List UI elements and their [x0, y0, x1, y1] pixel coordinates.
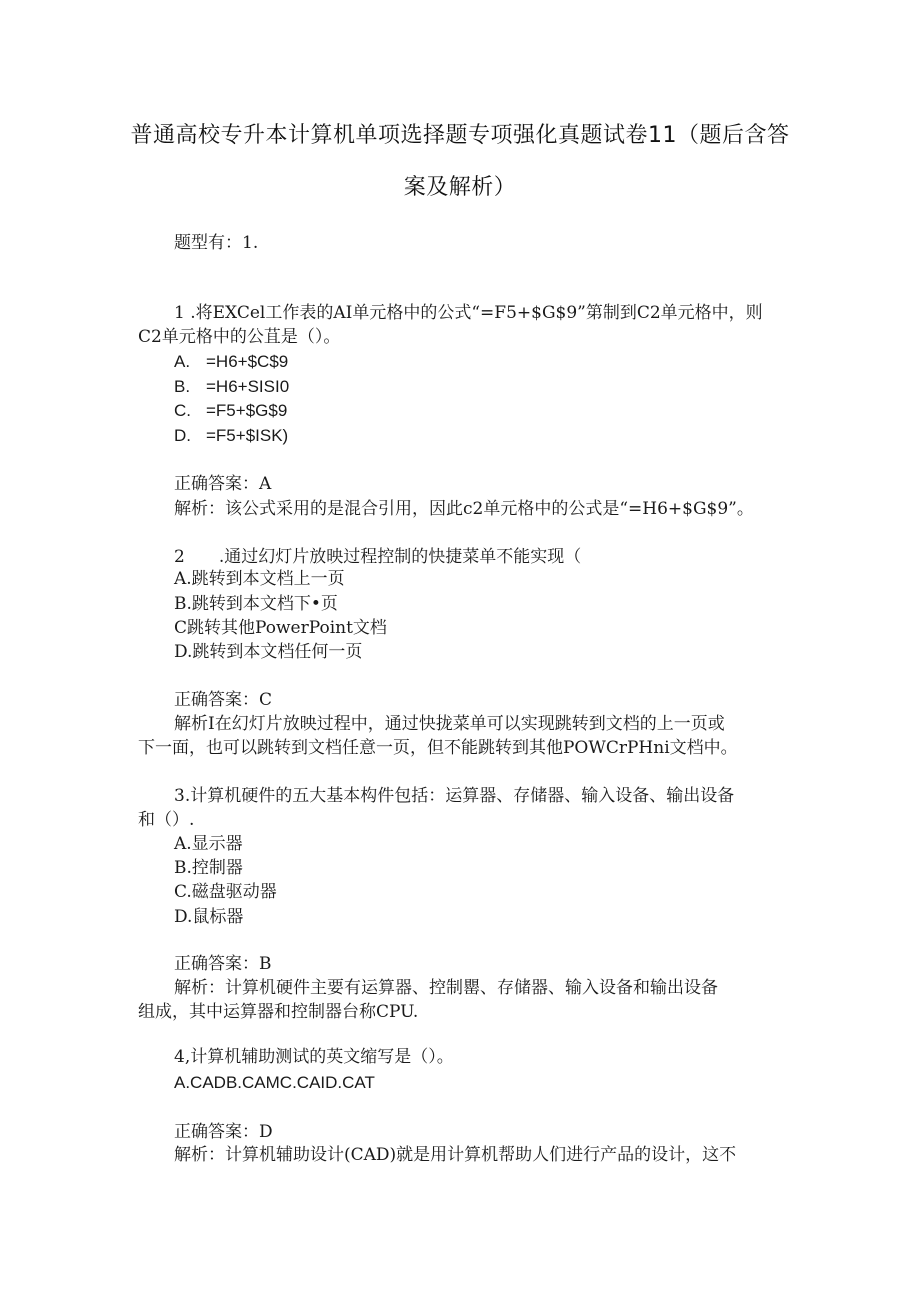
q3-option-d: D.鼠标器 — [174, 907, 244, 927]
q1-option-a — [174, 350, 288, 374]
q1-option-c — [174, 399, 287, 423]
q2-option-c: C跳转其他PowerPoint文档 — [174, 618, 387, 638]
q3-answer: 正确答案：B — [174, 954, 272, 974]
q1-stem-line-2: C2单元格中的公苴是（）。 — [138, 327, 341, 347]
q2-option-d: D.跳转到本文档任何一页 — [174, 642, 363, 662]
q3-option-a: A.显示器 — [174, 834, 243, 854]
q1-option-a-letter: A. — [174, 352, 191, 371]
q2-answer: 正确答案：C — [174, 690, 273, 710]
q1-option-b-text: =H6+SISI0 — [206, 377, 290, 396]
q4-analysis-line-1: 解析：计算机辅助设计(CAD)就是用计算机帮助人们进行产品的设计，这不 — [174, 1145, 737, 1165]
q1-analysis-line-1: 解析：该公式采用的是混合引用，因此c2单元格中的公式是“=H6+$G$9”。 — [174, 499, 754, 519]
q3-stem-line-1: 3.计算机硬件的五大基本构件包括：运算器、存储器、输入设备、输出设备 — [174, 786, 735, 806]
q3-option-b: B.控制器 — [174, 858, 243, 878]
question-type: 题型有：1. — [174, 233, 259, 253]
q4-answer: 正确答案：D — [174, 1122, 273, 1142]
document-title-line-1: 普通高校专升本计算机单项选择题专项强化真题试卷11（题后含答 — [130, 123, 790, 148]
q4-stem-line-1: 4,计算机辅助测试的英文缩写是（）。 — [174, 1047, 454, 1067]
q1-stem-line-1: 1 .将EXCel工作表的AI单元格中的公式“=F5+$G$9”第制到C2单元格中，则 — [174, 303, 763, 323]
q1-option-b-letter: B. — [174, 377, 191, 396]
document-title-line-2: 案及解析） — [403, 175, 517, 200]
q1-option-b — [174, 375, 289, 399]
q3-stem-line-2: 和（）. — [138, 810, 195, 830]
q4-options: A.CADB.CAMC.CAID.CAT — [174, 1073, 375, 1092]
q3-option-c: C.磁盘驱动器 — [174, 882, 277, 902]
q3-analysis-line-1: 解析：计算机硬件主要有运算器、控制罌、存储器、输入设备和输出设备 — [174, 978, 718, 998]
q1-option-a-text: =H6+$C$9 — [206, 352, 289, 371]
q2-stem-line-1: 2 .通过幻灯片放映过程控制的快捷菜单不能实现（ — [174, 547, 582, 567]
q2-option-a: A.跳转到本文档上一页 — [174, 569, 345, 589]
q2-option-b: B.跳转到本文档下•页 — [174, 594, 338, 614]
q1-option-d-letter: D. — [174, 426, 191, 445]
q2-analysis-line-2: 下一面，也可以跳转到文档任意一页，但不能跳转到其他POWCrPHni文档中。 — [138, 738, 738, 758]
q2-analysis-line-1: 解析I在幻灯片放映过程中，通过快拢菜单可以实现跳转到文档的上一页或 — [174, 714, 725, 734]
q1-option-d-text: =F5+$ISK) — [206, 426, 289, 445]
q1-option-c-letter: C. — [174, 401, 191, 420]
q1-answer: 正确答案：A — [174, 474, 272, 494]
q3-analysis-line-2: 组成，其中运算器和控制器台称CPU. — [138, 1002, 419, 1022]
q1-option-d — [174, 424, 288, 448]
q1-option-c-text: =F5+$G$9 — [206, 401, 288, 420]
